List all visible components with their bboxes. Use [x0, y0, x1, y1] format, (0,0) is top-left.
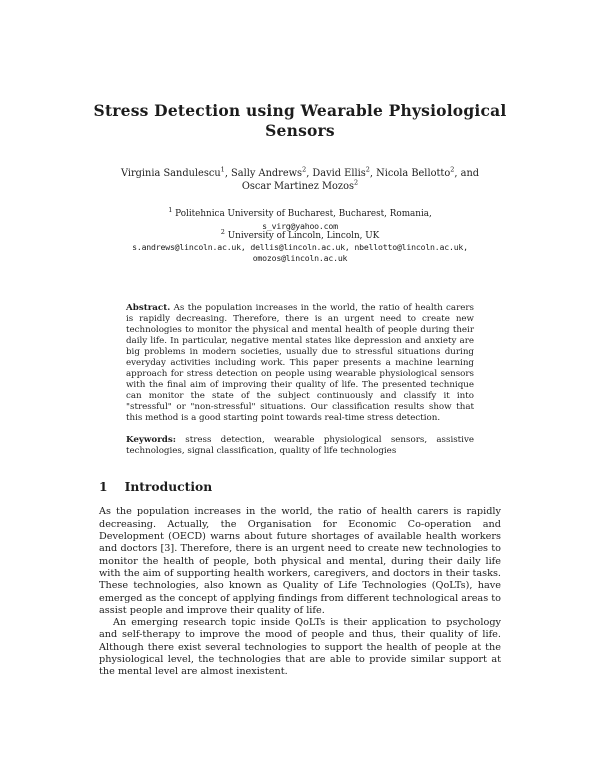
affiliation-line-1: $^1$ Politehnica University of Bucharest, Bucharest, Romania,	[168, 206, 432, 220]
author-segment: , Nicola Bellotto$^2$	[369, 165, 455, 179]
affiliation-block	[0, 206, 600, 263]
paper-title	[90, 101, 510, 142]
paper-title-line2: Sensors	[265, 121, 335, 141]
author-segment: Oscar Martinez Mozos$^2$	[241, 178, 359, 193]
keywords	[126, 435, 474, 457]
author-affiliation-mark: 1	[220, 165, 225, 174]
keywords-label: Keywords:	[126, 435, 176, 446]
affiliation-number: 2	[220, 228, 225, 237]
author-affiliation-mark: 2	[354, 178, 359, 187]
author-list	[0, 167, 600, 193]
affiliation-line-2: $^2$ University of Lincoln, Lincoln, UK	[220, 228, 380, 242]
keywords-text: stress detection, wearable physiological sensors, assistive technologies, signal classification, quality of life technologies	[126, 435, 474, 457]
intro-paragraph-2: An emerging research topic inside QoLTs is their application to psychology and self-therapy to improve the mood of people and thus, their quality of life. Although there exist several technologies to support the health of people at the physiological level, the technologies that are able to provide similar support at the mental level are almost inexistent.	[99, 617, 501, 678]
section-heading-introduction	[99, 479, 501, 494]
author-line-2	[0, 180, 600, 193]
section-number: 1	[99, 479, 108, 495]
author-affiliation-mark: 2	[450, 165, 455, 174]
abstract	[126, 303, 474, 423]
section-title: Introduction	[124, 479, 213, 495]
intro-paragraph-1: As the population increases in the world, the ratio of health carers is rapidly decreasing. Actually, the Organisation for Economic Co-operation and Development (OECD) warns about future shortages of available health workers and doctors [3]. Therefore, there is an urgent need to create new technologies to monitor the health of people, both physical and mental, during their daily life with the aim of supporting health workers, caregivers, and doctors in their tasks. These technologies, also known as Quality of Life Technologies (QoLTs), have emerged as the concept of applying findings from different technological areas to assist people and improve their quality of life.	[99, 506, 501, 616]
author-affiliation-mark: 2	[302, 165, 307, 174]
author-line-1	[0, 167, 600, 180]
affiliation-email-3: omozos@lincoln.ac.uk	[252, 252, 348, 263]
author-segment: Virginia Sandulescu$^1$	[120, 165, 225, 179]
author-segment: , Sally Andrews$^2$	[224, 165, 307, 179]
author-segment: , David Ellis$^2$	[306, 165, 370, 179]
abstract-label: Abstract.	[126, 303, 171, 314]
author-segment: , and	[454, 167, 480, 179]
affiliation-number: 1	[168, 206, 173, 215]
abstract-text: As the population increases in the world, the ratio of health carers is rapidly decreasing. Therefore, there is an urgent need to create new technologies to monitor the physical and mental health of people during their daily life. In particular, negative mental states like depression and anxiety are big problems in modern societies, usually due to stressful situations during everyday activities including work. This paper presents a machine learning approach for stress detection on people using wearable physiological sensors with the final aim of improving their quality of life. The presented technique can monitor the state of the subject continuously and classify it into "stressful" or "non-stressful" situations. Our classification results show that this method is a good starting point towards real-time stress detection.	[126, 303, 474, 423]
paper-title-line1: Stress Detection using Wearable Physiological	[93, 101, 507, 120]
affiliation-email-1: s_virg@yahoo.com	[262, 220, 338, 231]
affiliation-email-2: s.andrews@lincoln.ac.uk, dellis@lincoln.ac.uk, nbellotto@lincoln.ac.uk,	[132, 242, 468, 253]
author-affiliation-mark: 2	[365, 165, 370, 174]
